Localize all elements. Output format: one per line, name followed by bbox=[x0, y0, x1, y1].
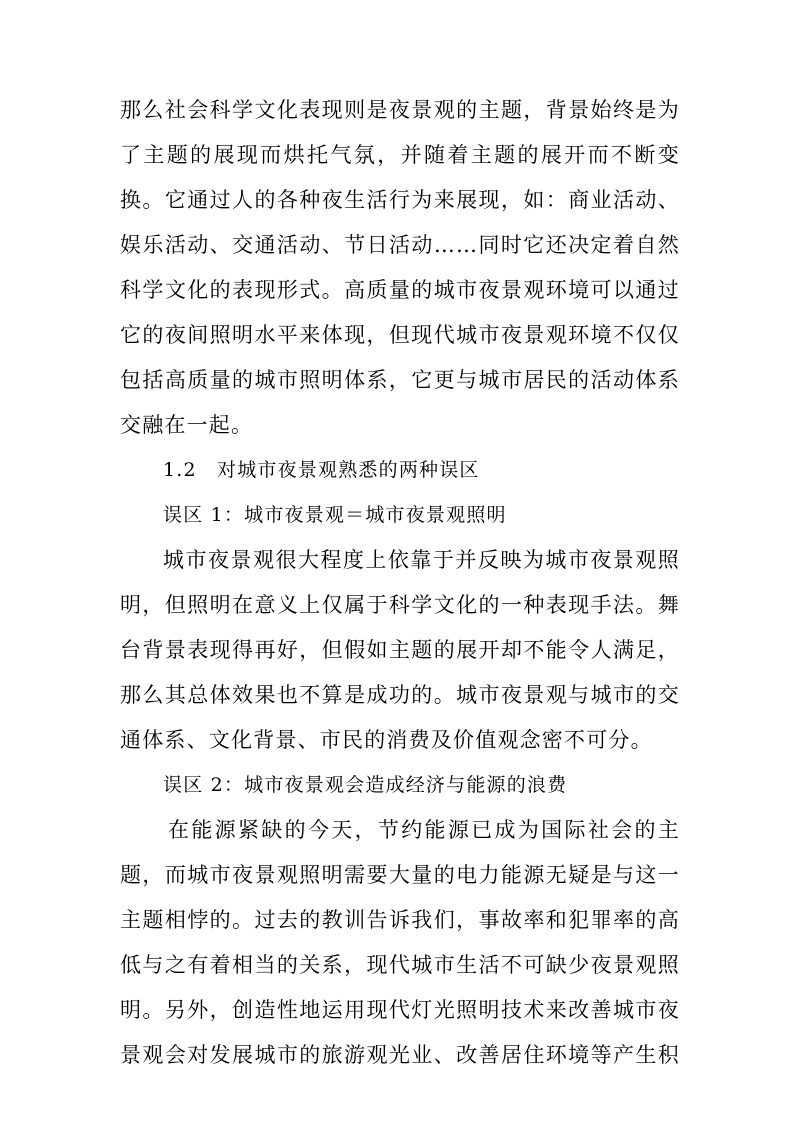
paragraph-line: 娱乐活动、交通活动、节日活动……同时它还决定着自然 bbox=[120, 233, 680, 257]
paragraph-line: 城市夜景观很大程度上依靠于并反映为城市夜景观照 bbox=[163, 548, 680, 572]
paragraph-line: 那么其总体效果也不算是成功的。城市夜景观与城市的交 bbox=[120, 683, 680, 707]
paragraph-line: 科学文化的表现形式。高质量的城市夜景观环境可以通过 bbox=[120, 278, 680, 302]
paragraph-line: 台背景表现得再好，但假如主题的展开却不能令人满足， bbox=[120, 638, 680, 662]
paragraph-line: 换。它通过人的各种夜生活行为来展现，如：商业活动、 bbox=[120, 188, 680, 212]
paragraph-line: 那么社会科学文化表现则是夜景观的主题，背景始终是为 bbox=[120, 98, 680, 122]
paragraph-line: 通体系、文化背景、市民的消费及价值观念密不可分。 bbox=[120, 728, 653, 752]
paragraph-line: 明，但照明在意义上仅属于科学文化的一种表现手法。舞 bbox=[120, 593, 680, 617]
paragraph-line: 在能源紧缺的今天，节约能源已成为国际社会的主 bbox=[168, 818, 680, 842]
subheading-misconception-2: 误区 2：城市夜景观会造成经济与能源的浪费 bbox=[163, 774, 568, 796]
paragraph-line: 主题相悖的。过去的教训告诉我们，事故率和犯罪率的高 bbox=[120, 908, 680, 932]
paragraph-line: 它的夜间照明水平来体现，但现代城市夜景观环境不仅仅 bbox=[120, 323, 680, 347]
paragraph-line: 包括高质量的城市照明体系，它更与城市居民的活动体系 bbox=[120, 368, 680, 392]
paragraph-line: 景观会对发展城市的旅游观光业、改善居住环境等产生积 bbox=[120, 1043, 680, 1067]
section-heading: 1.2 对城市夜景观熟悉的两种误区 bbox=[163, 459, 480, 481]
paragraph-line: 明。另外，创造性地运用现代灯光照明技术来改善城市夜 bbox=[120, 998, 680, 1022]
paragraph-line: 交融在一起。 bbox=[120, 413, 254, 437]
paragraph-line: 低与之有着相当的关系，现代城市生活不可缺少夜景观照 bbox=[120, 953, 680, 977]
paragraph-line: 了主题的展现而烘托气氛，并随着主题的展开而不断变 bbox=[120, 143, 680, 167]
paragraph-line: 题，而城市夜景观照明需要大量的电力能源无疑是与这一 bbox=[120, 863, 680, 887]
subheading-misconception-1: 误区 1：城市夜景观＝城市夜景观照明 bbox=[163, 504, 507, 526]
